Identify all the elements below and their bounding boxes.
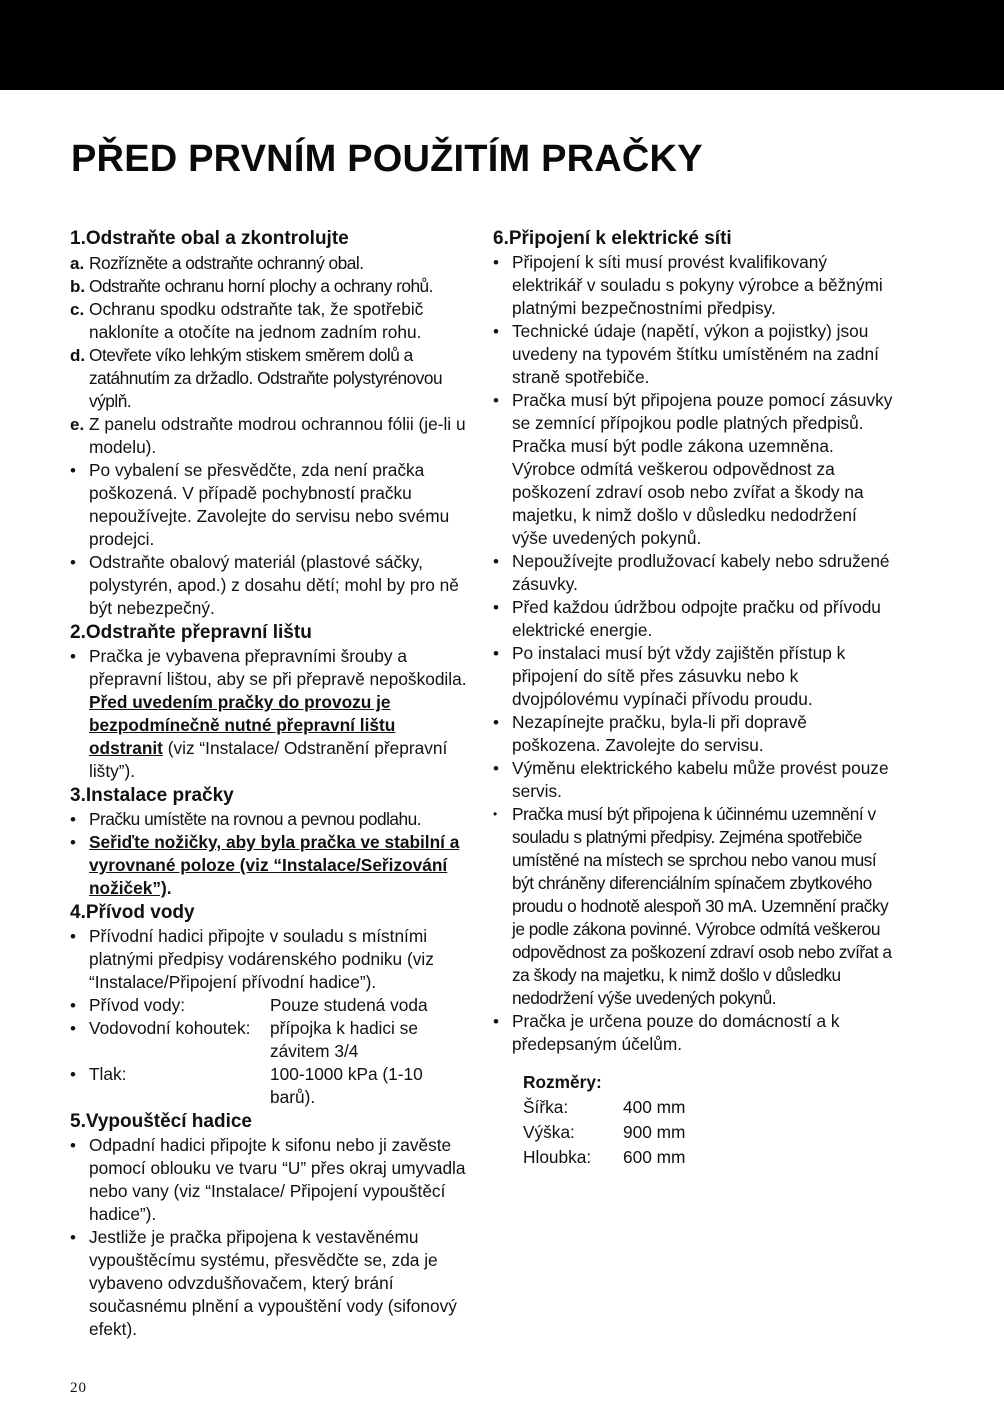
bullet-text: Odstraňte obalový materiál (plastové sáčky, polystyrén, apod.) z dosahu dětí; mohl by pro ně být nebezpečný.: [89, 552, 459, 618]
bullet-text: Přívodní hadici připojte v souladu s místními platnými předpisy vodárenského podniku (viz “Instalace/Připojení přívodní hadice”).: [89, 926, 434, 992]
item-text: Rozřízněte a odstraňte ochranný obal.: [89, 253, 364, 273]
page-number: 20: [70, 1380, 87, 1396]
bullet-item: [493, 550, 893, 596]
section-5-heading: [70, 1109, 470, 1134]
bullet-marker: •: [70, 1228, 76, 1247]
list-item-e: [70, 413, 470, 459]
section-number: 6.: [493, 228, 509, 249]
bullet-marker: •: [493, 253, 499, 272]
page-title: PŘED PRVNÍM POUŽITÍM PRAČKY: [71, 138, 703, 180]
bullet-text: Před každou údržbou odpojte pračku od přívodu elektrické energie.: [512, 597, 881, 640]
bullet-text: Jestliže je pračka připojena k vestavěnému vypouštěcímu systému, přesvědčte se, zda je vybaveno odvzdušňovačem, který brání současnému plnění a vypouštění vody (sifonový efekt).: [89, 1227, 457, 1339]
item-marker: d.: [70, 346, 86, 365]
bullet-marker: •: [493, 644, 499, 663]
bullet-marker: •: [493, 598, 499, 617]
bullet-text-tail: (viz “Instalace/ Odstranění přepravní lišty”).: [89, 738, 448, 781]
bullet-text: Pračku umístěte na rovnou a pevnou podlahu.: [89, 809, 422, 829]
item-text: Otevřete víko lehkým stiskem směrem dolů a zatáhnutím za držadlo. Odstraňte polystyrénovou výplň.: [89, 345, 443, 411]
top-black-bar: [0, 0, 1004, 90]
bullet-item: [493, 757, 893, 803]
dimension-value: 600 mm: [623, 1147, 686, 1167]
bullet-marker: •: [70, 1136, 76, 1155]
dimension-row: [523, 1120, 893, 1145]
section-title: Odstraňte obal a zkontrolujte: [85, 228, 349, 249]
bullet-text: Výměnu elektrického kabelu může provést pouze servis.: [512, 758, 889, 801]
bullet-marker: •: [493, 322, 499, 341]
bullet-text: Nepoužívejte prodlužovací kabely nebo sdružené zásuvky.: [512, 551, 890, 594]
bullet-item: [70, 551, 470, 620]
section-title: Přívod vody: [85, 902, 195, 923]
dimensions-title: Rozměry:: [523, 1072, 602, 1092]
section-title: Připojení k elektrické síti: [508, 228, 732, 249]
section-number: 3.: [70, 785, 86, 806]
bullet-marker: •: [70, 833, 76, 852]
item-marker: b.: [70, 277, 86, 296]
bullet-text: Připojení k síti musí provést kvalifikovaný elektrikář v souladu s pokyny výrobce a běžnými platnými bezpečnostními předpisy.: [512, 252, 883, 318]
bullet-item: [493, 803, 893, 1010]
dimension-label: Výška:: [523, 1122, 575, 1142]
emphasis-text: Před uvedením pračky do provozu je bezpodmínečně nutné přepravní lištu odstranit: [89, 692, 396, 758]
section-2-heading: [70, 620, 470, 645]
bullet-text: Pračka je určena pouze do domácností a k předepsaným účelům.: [512, 1011, 840, 1054]
dimension-label: Hloubka:: [523, 1147, 592, 1167]
section-6-heading: [493, 226, 893, 251]
bullet-item: [70, 925, 470, 994]
bullet-marker: •: [70, 1065, 76, 1084]
section-title: Instalace pračky: [85, 785, 234, 806]
bullet-marker: •: [493, 713, 499, 732]
bullet-text: [89, 645, 470, 783]
spec-value: přípojka k hadici se závitem 3/4: [270, 1018, 418, 1061]
bullet-text: Po instalaci musí být vždy zajištěn přístup k připojení do sítě přes zásuvku nebo k dvojpólovému vypínači přívodu proudu.: [512, 643, 846, 709]
list-item-c: [70, 298, 470, 344]
bullet-text: Po vybalení se přesvědčte, zda není pračka poškozená. V případě pochybností pračku nepoužívejte. Zavolejte do servisu nebo svému prodejci.: [89, 460, 450, 549]
spec-value: Pouze studená voda: [270, 995, 428, 1015]
bullet-marker: •: [70, 996, 76, 1015]
spec-row: [70, 1017, 470, 1063]
bullet-text-tail: .: [166, 878, 172, 898]
bullet-marker: •: [70, 553, 76, 572]
bullet-item: [70, 459, 470, 551]
dimension-row: [523, 1145, 893, 1170]
section-1-heading: [70, 226, 470, 251]
item-marker: a.: [70, 254, 85, 273]
item-marker: c.: [70, 300, 85, 319]
section-number: 4.: [70, 902, 86, 923]
bullet-item: [70, 645, 470, 783]
bullet-text: Pračka musí být připojena k účinnému uzemnění v souladu s platnými předpisy. Zejména spotřebiče umístěné na místech se sprchou nebo vanou musí být chráněny diferenciálním spínačem zbytkového proudu o hodnotě alespoň 30 mA. Uzemnění pračky je podle zákona povinné. Výrobce odmítá veškerou odpovědnost za poškození zdraví osob nebo zvířat a za škody na majetku, k nimž došlo v důsledku nedodržení výše uvedených pokynů.: [512, 804, 892, 1008]
bullet-item: [70, 1226, 470, 1341]
section-4-heading: [70, 900, 470, 925]
spec-row: [70, 994, 470, 1017]
bullet-item: [70, 831, 470, 900]
section-number: 5.: [70, 1111, 86, 1132]
bullet-marker: •: [70, 461, 76, 480]
spec-row: [70, 1063, 470, 1109]
list-item-b: [70, 275, 470, 298]
bullet-marker: •: [70, 927, 76, 946]
spec-label: Vodovodní kohoutek:: [89, 1018, 251, 1038]
bullet-marker: •: [493, 759, 499, 778]
item-text: Ochranu spodku odstraňte tak, že spotřebič nakloníte a otočíte na jednom zadním rohu.: [89, 299, 424, 342]
item-marker: e.: [70, 415, 85, 434]
bullet-text-lead: Pračka je vybavena přepravními šrouby a přepravní lištou, aby se při přepravě nepoškodila.: [89, 646, 467, 689]
bullet-item: [70, 1134, 470, 1226]
right-column: [493, 226, 893, 1170]
spec-label: Tlak:: [89, 1064, 127, 1084]
bullet-marker: •: [493, 391, 499, 410]
bullet-marker: •: [70, 1019, 76, 1038]
bullet-marker: •: [493, 807, 498, 821]
section-title: Odstraňte přepravní lištu: [85, 622, 312, 643]
bullet-marker: •: [70, 810, 76, 829]
list-item-a: [70, 252, 470, 275]
item-text: Z panelu odstraňte modrou ochrannou fólii (je-li u modelu).: [89, 414, 466, 457]
bullet-item: [493, 1010, 893, 1056]
section-title: Vypouštěcí hadice: [85, 1111, 252, 1132]
bullet-text: [89, 831, 470, 900]
bullet-text: Pračka musí být připojena pouze pomocí zásuvky se zemnící přípojkou podle platných předpisů. Pračka musí být podle zákona uzemněna. Výrobce odmítá veškerou odpovědnost za poškození zdraví osob nebo zvířat a škody na majetku, k nimž došlo v důsledku nedodržení výše uvedených pokynů.: [512, 390, 893, 548]
dimension-label: Šířka:: [523, 1097, 569, 1117]
section-number: 1.: [70, 228, 86, 249]
left-column: [70, 226, 470, 1341]
bullet-marker: •: [493, 552, 499, 571]
spec-value: 100-1000 kPa (1-10 barů).: [270, 1064, 423, 1107]
bullet-item: [493, 642, 893, 711]
bullet-marker: •: [70, 647, 76, 666]
item-text: Odstraňte ochranu horní plochy a ochrany rohů.: [89, 276, 433, 296]
section-number: 2.: [70, 622, 86, 643]
bullet-item: [493, 596, 893, 642]
dimensions-block: [523, 1070, 893, 1170]
emphasis-text: Seřiďte nožičky, aby byla pračka ve stabilní a vyrovnané poloze (viz “Instalace/Seřizování nožiček”): [89, 832, 460, 898]
bullet-text: Odpadní hadici připojte k sifonu nebo ji zavěste pomocí oblouku ve tvaru “U” přes okraj umyvadla nebo vany (viz “Instalace/ Připojení vypouštěcí hadice”).: [89, 1135, 466, 1224]
spec-label: Přívod vody:: [89, 995, 186, 1015]
bullet-text: Nezapínejte pračku, byla-li při dopravě poškozena. Zavolejte do servisu.: [512, 712, 807, 755]
section-3-heading: [70, 783, 470, 808]
bullet-text: Technické údaje (napětí, výkon a pojistky) jsou uvedeny na typovém štítku umístěném na zadní straně spotřebiče.: [512, 321, 879, 387]
bullet-marker: •: [493, 1012, 499, 1031]
bullet-item: [493, 320, 893, 389]
bullet-item: [493, 711, 893, 757]
bullet-item: [493, 389, 893, 550]
dimension-row: [523, 1095, 893, 1120]
dimension-value: 400 mm: [623, 1097, 686, 1117]
dimension-value: 900 mm: [623, 1122, 686, 1142]
bullet-item: [493, 251, 893, 320]
bullet-item: [70, 808, 470, 831]
list-item-d: [70, 344, 470, 413]
